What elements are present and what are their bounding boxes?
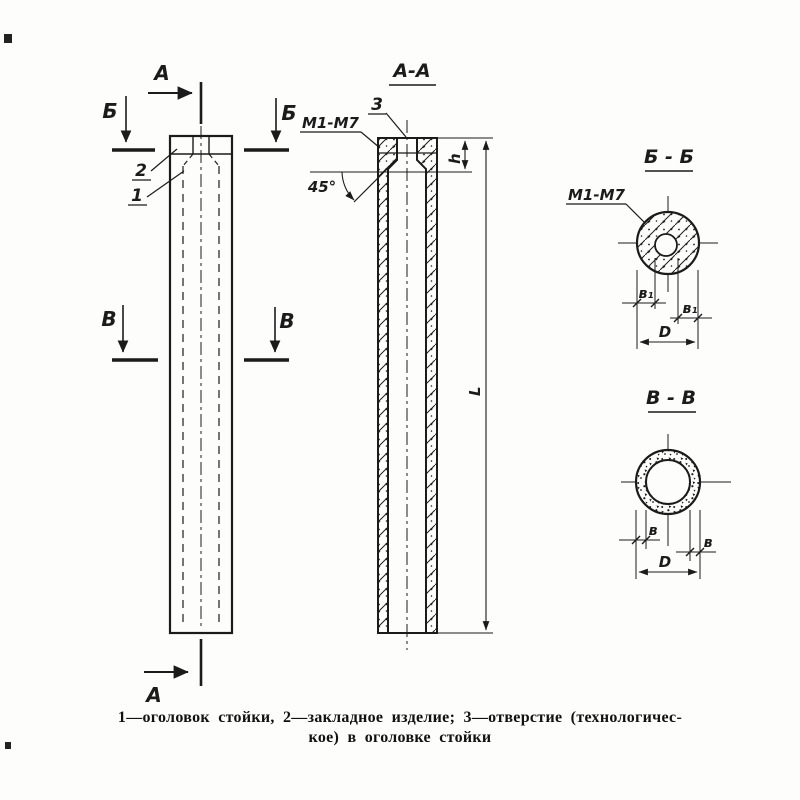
caption-line-1: 1—оголовок стойки, 2—закладное изделие; 3—отверстие (технологичес-: [117, 709, 683, 726]
scan-specks: [4, 34, 12, 749]
section-marker-v-left: В: [101, 307, 117, 331]
dim-D-vv: [639, 553, 697, 572]
figure-caption: [60, 708, 740, 748]
callout-2-label: 2: [135, 161, 147, 181]
section-marker-b-left: Б: [102, 99, 118, 123]
angle-45-label: 45°: [307, 178, 337, 196]
dim-v-right: [676, 535, 716, 556]
dim-L: [437, 141, 493, 633]
head-section-hole: [655, 234, 677, 256]
caption-line-2: кое) в оголовке стойки: [308, 729, 492, 746]
dim-v1-left: [622, 286, 666, 307]
front-view: [101, 61, 296, 707]
section-marker-v-right: В: [279, 309, 295, 333]
section-bb: [566, 146, 718, 349]
m1m7-callout-bb: [566, 186, 646, 224]
dim-v1-right-label: в₁: [682, 301, 698, 317]
m1m7-label-aa: М1-М7: [302, 114, 359, 132]
dim-h-label: h: [446, 153, 464, 164]
section-marker-a-bottom: А: [146, 683, 162, 707]
section-vv: [619, 387, 731, 579]
section-marker-a-top: А: [154, 61, 170, 85]
cutting-plane-a-bottom: [144, 639, 201, 707]
dim-D-vv-label: D: [658, 553, 672, 571]
dim-h: [437, 138, 493, 169]
chamfer-line-extended: [354, 159, 397, 202]
section-marker-b-right: Б: [281, 101, 297, 125]
dim-v1-left-label: в₁: [638, 286, 654, 302]
wall-left-hatched: [378, 138, 397, 633]
section-aa: [300, 60, 493, 650]
m1m7-label-bb: М1-М7: [568, 186, 625, 204]
callout-1-label: 1: [131, 186, 143, 206]
dim-v-right-label: в: [703, 535, 713, 551]
callout-3-label: 3: [371, 95, 383, 115]
dim-v-left: [619, 523, 660, 544]
section-bb-title: Б - Б: [643, 146, 695, 168]
callout-3: [368, 95, 406, 137]
label-leader: [626, 204, 646, 224]
callout-leader: [386, 113, 406, 137]
dim-L-label: L: [466, 386, 484, 396]
section-vv-title: В - В: [645, 387, 697, 409]
dim-v-left-label: в: [648, 523, 658, 539]
m1m7-callout-aa: [300, 114, 380, 148]
section-aa-title: А-А: [393, 60, 431, 82]
wall-right-hatched: [417, 138, 437, 633]
scan-speck: [4, 34, 12, 43]
dim-v1-right: [670, 301, 712, 322]
angle-arc: [342, 172, 354, 200]
shaft-section-bore: [646, 460, 690, 504]
dim-D-bb: [640, 323, 695, 342]
cutting-plane-a-top: [148, 61, 201, 124]
dim-D-bb-label: D: [658, 323, 672, 341]
scan-speck: [5, 742, 11, 749]
